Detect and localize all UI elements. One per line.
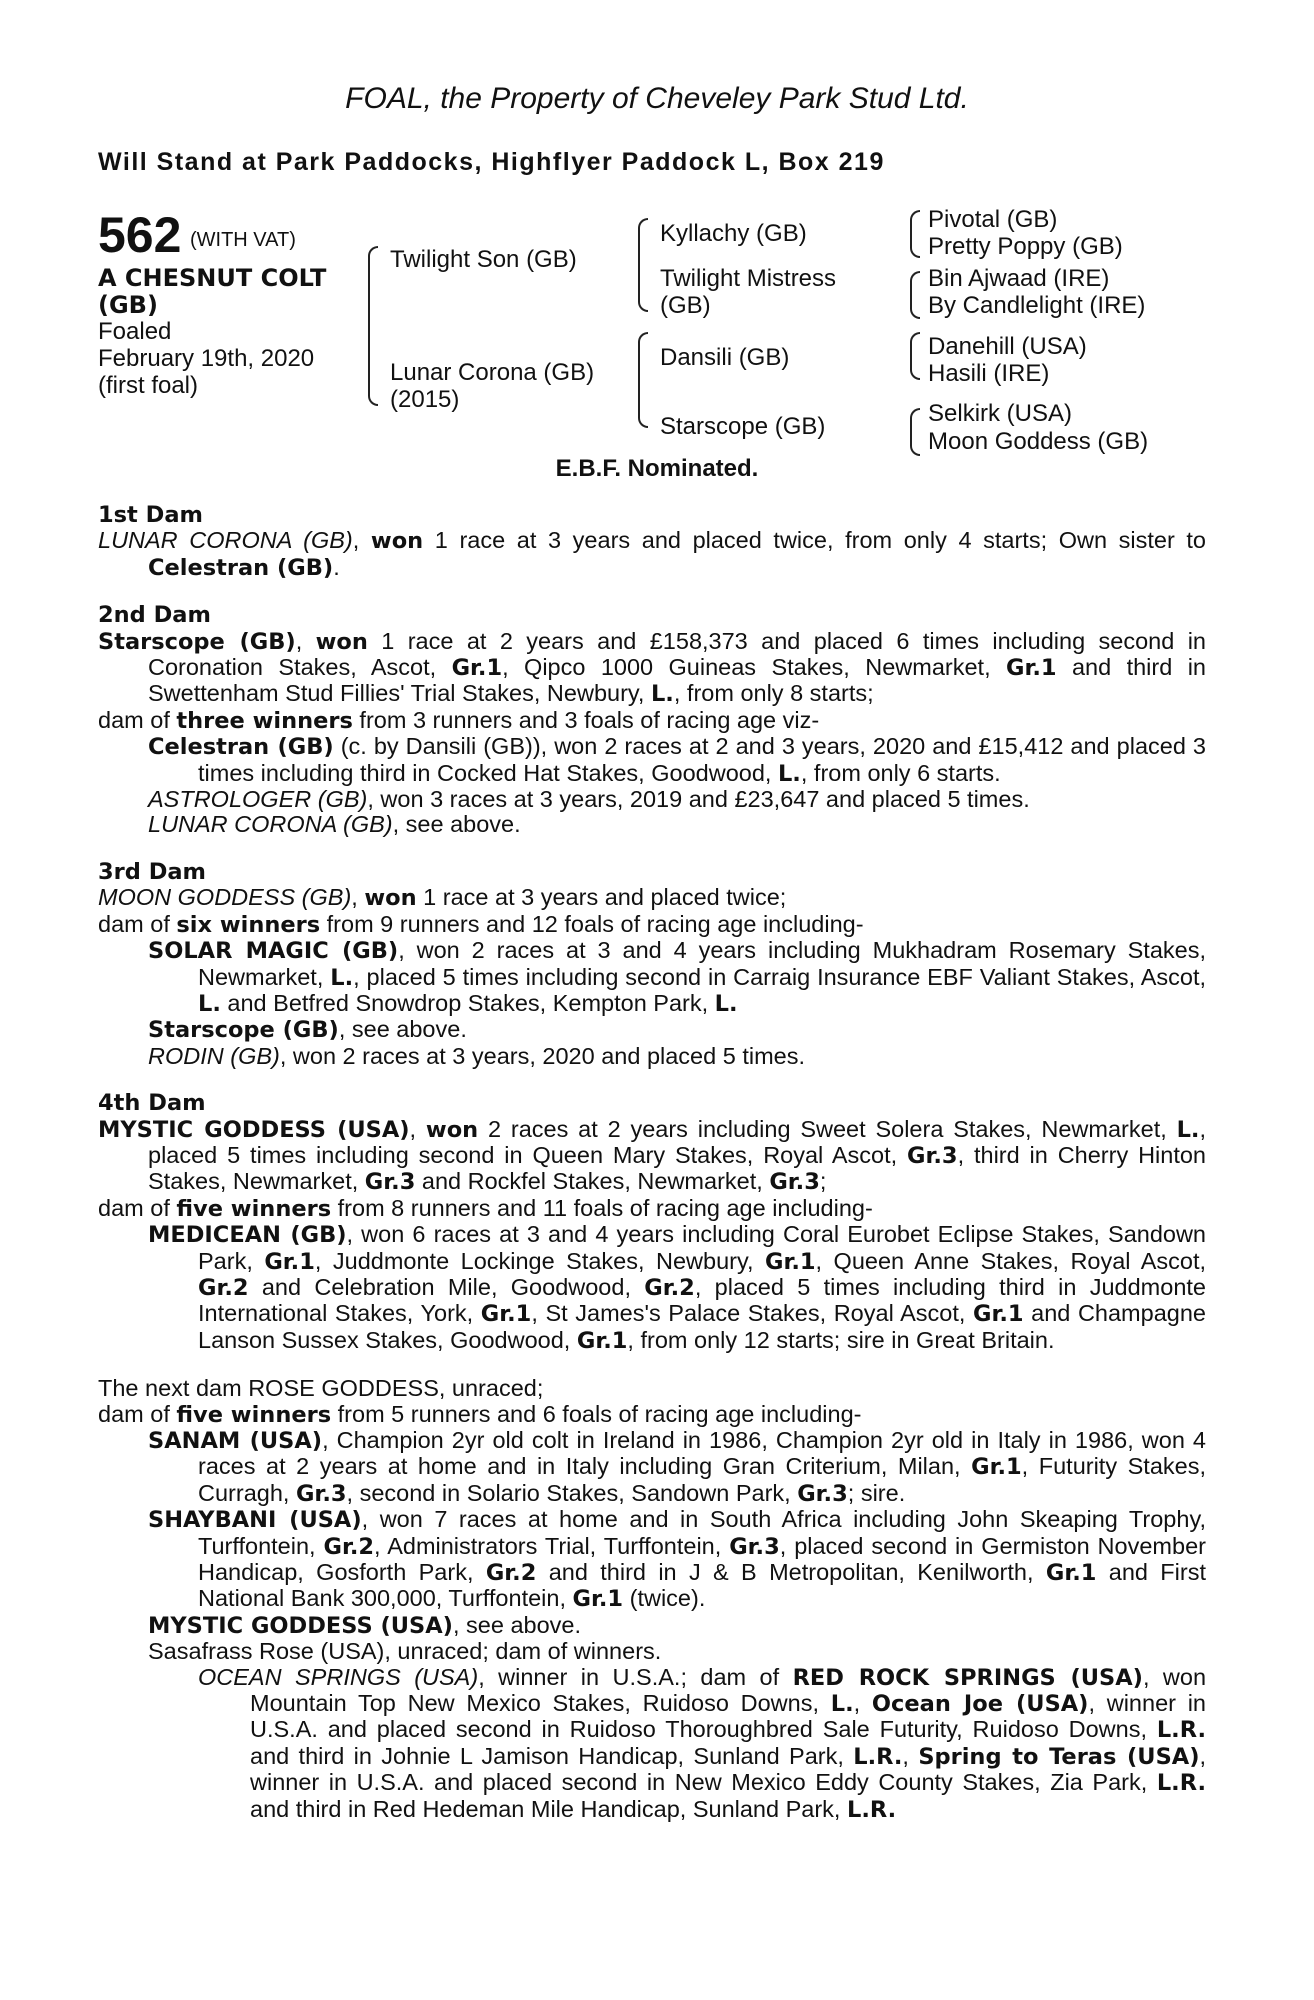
grade-label: Gr.1 xyxy=(576,1327,628,1354)
grade-label: Gr.2 xyxy=(485,1560,537,1587)
record-text: (c. by Dansili (GB)), won 2 races at 2 and 3 years, 2020 and £15,412 and placed 3 times including third in Cocked Hat Stakes, Goodwood, xyxy=(198,733,1206,786)
grade-label: Gr.2 xyxy=(198,1274,249,1301)
grade-label: Gr.1 xyxy=(1045,1560,1097,1587)
won-label: won xyxy=(370,528,424,555)
dam-of-line xyxy=(98,1196,1206,1222)
pedigree-sss: Pivotal (GB) xyxy=(928,206,1058,233)
grade-label: Gr.1 xyxy=(572,1586,624,1613)
section-heading: 1st Dam xyxy=(98,502,203,528)
grade-label: L.R. xyxy=(846,1796,897,1823)
pedigree-dss: Danehill (USA) xyxy=(928,333,1087,360)
sister-name: Celestran (GB) xyxy=(148,554,334,581)
progeny-name: MEDICEAN (GB) xyxy=(148,1222,347,1249)
progeny-entry: Sasafrass Rose (USA), unraced; dam of winners. xyxy=(148,1638,662,1665)
winners-count: five winners xyxy=(176,1195,332,1222)
grade-label: L. xyxy=(1176,1116,1200,1143)
pedigree-ssd: Pretty Poppy (GB) xyxy=(928,233,1123,260)
dam-of-line xyxy=(98,912,1206,938)
pedigree-dam: Lunar Corona (GB) xyxy=(390,359,595,386)
grade-label: L. xyxy=(330,964,354,991)
grade-label: L.R. xyxy=(1156,1770,1206,1797)
progeny-entry xyxy=(98,1613,1206,1639)
next-dam-section xyxy=(98,1376,1206,1823)
grade-label: Gr.1 xyxy=(480,1301,532,1328)
record-text: , placed second in Germiston November Handicap, Gosforth Park, xyxy=(198,1532,1206,1586)
page-title: FOAL, the Property of Cheveley Park Stud Ltd. xyxy=(345,82,969,115)
grade-label: Gr.3 xyxy=(729,1533,780,1560)
pedigree-sdd: By Candlelight (IRE) xyxy=(928,292,1146,319)
grade-label: Gr.1 xyxy=(264,1248,315,1275)
section-heading: 3rd Dam xyxy=(98,858,206,885)
next-dam-line: The next dam ROSE GODDESS, unraced; xyxy=(98,1375,544,1402)
progeny-entry xyxy=(98,787,1206,812)
record-text: , Futurity Stakes, Curragh, xyxy=(198,1453,1206,1506)
progeny-entry xyxy=(98,1017,1206,1043)
grade-label: L. xyxy=(714,990,738,1017)
progeny-name: SANAM (USA) xyxy=(148,1428,323,1454)
lot-description: A CHESNUT COLT xyxy=(98,264,327,292)
section-heading: 4th Dam xyxy=(98,1090,206,1117)
grade-label: Gr.1 xyxy=(972,1301,1024,1328)
grade-label: Gr.1 xyxy=(1006,655,1057,682)
record-text: , see above. xyxy=(452,1611,582,1638)
record-text: 1 race at 3 years and placed twice; xyxy=(416,884,787,911)
dam-entry: Starscope (GB), won 1 race at 2 years and £158,373 and placed 6 times including second in Coronation Stakes, Ascot, Gr.1, Qipco 1000 Guineas Stakes, Newmarket, Gr.1 and third in Swettenham Stud Fillies' Trial Stakes, Newbury, L., from only 8 starts; xyxy=(98,627,1206,708)
pedigree-body xyxy=(98,503,1206,1845)
record-text: and third in Swettenham Stud Fillies' Trial Stakes, Newbury, xyxy=(148,654,1206,707)
record-text: , won Mountain Top New Mexico Stakes, Ruidoso Downs, xyxy=(250,1663,1207,1717)
dam-entry: LUNAR CORONA (GB), won 1 race at 3 years and placed twice, from only 4 starts; Own sister to Celestran (GB). xyxy=(98,527,1207,581)
record-text: , Queen Anne Stakes, Royal Ascot, xyxy=(815,1247,1207,1274)
progeny-name: RED ROCK SPRINGS (USA) xyxy=(792,1664,1143,1691)
end-period: . xyxy=(333,553,340,580)
grade-label: Gr.1 xyxy=(764,1248,816,1275)
pedigree-dsd: Hasili (IRE) xyxy=(928,360,1050,387)
record-text: and third in Johnie L Jamison Handicap, Sunland Park, xyxy=(250,1742,854,1769)
record-text: and Rockfel Stakes, Newmarket, xyxy=(415,1168,770,1195)
grade-label: Gr.3 xyxy=(797,1480,848,1507)
pedigree-brace-7 xyxy=(910,408,920,456)
pedigree-ddd: Moon Goddess (GB) xyxy=(928,428,1149,455)
pedigree-dam-dam: Starscope (GB) xyxy=(660,413,826,440)
dam-of-line xyxy=(98,1402,1206,1428)
record-text: , from only 6 starts. xyxy=(800,759,1001,786)
record-text: , second in Solario Stakes, Sandown Park, xyxy=(346,1479,798,1506)
grade-label: Gr.2 xyxy=(323,1533,375,1560)
first-dam-section xyxy=(98,503,1206,581)
record-text: , won 2 races at 3 years, 2020 and placed 5 times. xyxy=(279,1042,805,1069)
progeny-name: Ocean Joe (USA) xyxy=(871,1691,1089,1718)
pedigree-sire-dam: Twilight Mistress xyxy=(660,265,837,292)
grade-label: L.R. xyxy=(1156,1717,1206,1744)
record-text: , from only 12 starts; sire in Great Britain. xyxy=(627,1326,1055,1353)
progeny-entry xyxy=(98,812,1206,837)
record-text: and third in Red Hedeman Mile Handicap, Sunland Park, xyxy=(250,1795,847,1822)
record-text: , third in Cherry Hinton Stakes, Newmarket, xyxy=(148,1141,1206,1195)
won-label: won xyxy=(425,1116,479,1143)
record-text: , placed 5 times including second in Queen Mary Stakes, Royal Ascot, xyxy=(148,1115,1206,1168)
grade-label: L. xyxy=(650,681,674,708)
lot-number: 562 xyxy=(98,207,182,263)
progeny-entry xyxy=(98,1222,1206,1354)
pedigree-sire: Twilight Son (GB) xyxy=(390,246,577,273)
dam-of-text: from 3 runners and 3 foals of racing age viz- xyxy=(352,706,820,733)
grade-label: Gr.1 xyxy=(971,1454,1022,1481)
pedigree-brace-6 xyxy=(910,332,920,380)
record-text: , Qipco 1000 Guineas Stakes, Newmarket, xyxy=(502,654,1006,681)
grade-label: L.R. xyxy=(853,1743,903,1770)
stand-location: Will Stand at Park Paddocks, Highflyer Paddock L, Box 219 xyxy=(98,148,885,176)
record-text: , xyxy=(902,1742,919,1769)
dam-record: 1 race at 3 years and placed twice, from only 4 starts; Own sister to xyxy=(423,527,1207,554)
grade-label: L. xyxy=(830,1691,854,1718)
ebf-nominated: E.B.F. Nominated. xyxy=(555,455,759,482)
record-text: , see above. xyxy=(338,1016,467,1043)
record-text: , won 6 races at 3 and 4 years including Coral Eurobet Eclipse Stakes, Sandown Park, xyxy=(198,1221,1207,1274)
pedigree-brace-1 xyxy=(368,246,378,406)
dam-of-text: from 9 runners and 12 foals of racing age including- xyxy=(320,910,864,937)
pedigree-dam-sire: Dansili (GB) xyxy=(660,344,790,371)
progeny-name: SHAYBANI (USA) xyxy=(148,1507,362,1534)
record-text: , winner in U.S.A. and placed second in New Mexico Eddy County Stakes, Zia Park, xyxy=(250,1742,1207,1796)
grade-label: L. xyxy=(198,990,221,1017)
third-dam-section xyxy=(98,860,1206,1069)
record-text: , won 2 races at 3 and 4 years including Mukhadram Rosemary Stakes, Newmarket, xyxy=(198,937,1206,990)
grade-label: Gr.1 xyxy=(451,655,503,682)
progeny-entry xyxy=(98,1428,1206,1507)
dam-of-text: dam of xyxy=(98,1194,177,1221)
record-text: ; xyxy=(819,1168,827,1195)
pedigree-dds: Selkirk (USA) xyxy=(928,400,1073,427)
record-text: (twice). xyxy=(623,1585,706,1612)
pedigree-brace-4 xyxy=(910,210,920,258)
progeny-name: MYSTIC GODDESS (USA) xyxy=(148,1612,453,1639)
record-text: , won 3 races at 3 years, 2019 and £23,647 and placed 5 times. xyxy=(367,786,1030,813)
progeny-name: Celestran (GB) xyxy=(148,734,334,761)
foaled-date: February 19th, 2020 xyxy=(98,345,315,372)
progeny-name: Starscope (GB) xyxy=(148,1017,339,1044)
winners-count: six winners xyxy=(176,911,321,938)
second-dam-section xyxy=(98,603,1206,838)
progeny-name: OCEAN SPRINGS (USA) xyxy=(198,1663,479,1690)
record-text: , Administrators Trial, Turffontein, xyxy=(374,1532,730,1559)
record-text: ; sire. xyxy=(847,1479,906,1506)
dam-name: LUNAR CORONA (GB) xyxy=(98,527,353,554)
section-heading: 2nd Dam xyxy=(98,602,211,629)
lot-description-country: (GB) xyxy=(98,291,158,319)
progeny-name: ASTROLOGER (GB) xyxy=(148,786,368,813)
foaled-label: Foaled xyxy=(98,318,172,345)
record-text: and Champagne Lanson Sussex Stakes, Goodwood, xyxy=(198,1300,1206,1353)
won-label: won xyxy=(364,885,417,912)
pedigree-sds: Bin Ajwaad (IRE) xyxy=(928,265,1110,292)
dam-name: MOON GODDESS (GB) xyxy=(98,884,352,911)
record-text: and First National Bank 300,000, Turffontein, xyxy=(198,1559,1206,1612)
record-text: , won 7 races at home and in South Africa including John Skeaping Trophy, Turffontein, xyxy=(198,1506,1206,1559)
record-text: and Betfred Snowdrop Stakes, Kempton Park, xyxy=(220,989,715,1016)
fourth-dam-section xyxy=(98,1091,1206,1354)
grade-label: Gr.2 xyxy=(644,1274,695,1301)
dam-entry: MYSTIC GODDESS (USA), won 2 races at 2 years including Sweet Solera Stakes, Newmarket, L., placed 5 times including second in Queen Mary Stakes, Royal Ascot, Gr.3, third in Cherry Hinton Stakes, Newmarket, Gr.3 and Rockfel Stakes, Newmarket, Gr.3; xyxy=(98,1115,1206,1196)
first-foal-note: (first foal) xyxy=(98,372,199,399)
progeny-name: Spring to Teras (USA) xyxy=(918,1743,1200,1770)
dam-of-text: dam of xyxy=(98,1400,177,1427)
progeny-entry xyxy=(98,734,1206,787)
pedigree-brace-5 xyxy=(910,271,920,319)
record-text: and third in J & B Metropolitan, Kenilworth, xyxy=(536,1559,1046,1586)
pedigree-sire-sire: Kyllachy (GB) xyxy=(660,220,807,247)
progeny-entry xyxy=(98,938,1206,1017)
dam-name: MYSTIC GODDESS (USA) xyxy=(98,1116,410,1143)
dam-of-text: from 5 runners and 6 foals of racing age including- xyxy=(331,1400,862,1427)
record-text: , from only 8 starts; xyxy=(673,680,874,707)
grade-label: Gr.3 xyxy=(295,1480,347,1507)
record-text: , Juddmonte Lockinge Stakes, Newbury, xyxy=(314,1247,765,1274)
vat-label: (WITH VAT) xyxy=(190,229,296,251)
grade-label: L. xyxy=(777,760,801,787)
dam-of-line xyxy=(98,708,1206,734)
pedigree-brace-3 xyxy=(638,332,648,428)
progeny-name: LUNAR CORONA (GB) xyxy=(148,811,393,838)
dam-of-text: dam of xyxy=(98,910,177,937)
record-text: , St James's Palace Stakes, Royal Ascot, xyxy=(531,1300,973,1327)
dam-of-text: from 8 runners and 11 foals of racing age including- xyxy=(331,1194,873,1221)
record-text: and Celebration Mile, Goodwood, xyxy=(248,1273,645,1300)
won-label: won xyxy=(315,628,368,655)
record-text: , xyxy=(853,1690,872,1717)
winners-count: five winners xyxy=(176,1401,332,1428)
record-text: , placed 5 times including third in Juddmonte International Stakes, York, xyxy=(198,1273,1206,1327)
grade-label: Gr.3 xyxy=(907,1142,958,1169)
record-text: , winner in U.S.A.; dam of xyxy=(478,1663,793,1690)
progeny-entry xyxy=(98,1665,1206,1823)
progeny-name: RODIN (GB) xyxy=(148,1042,280,1069)
pedigree-dam-year: (2015) xyxy=(390,386,460,413)
record-text: 1 race at 2 years and £158,373 and placed 6 times including second in Coronation Stakes, Ascot, xyxy=(148,627,1206,681)
record-text: , Champion 2yr old colt in Ireland in 1986, Champion 2yr old in Italy in 1986, won 4 races at 2 years at home and in Italy including Gran Criterium, Milan, xyxy=(198,1427,1206,1480)
dam-entry: MOON GODDESS (GB), won 1 race at 3 years and placed twice; xyxy=(98,884,787,912)
dam-of-text: dam of xyxy=(98,706,177,733)
progeny-name: SOLAR MAGIC (GB) xyxy=(148,938,399,965)
pedigree-brace-2 xyxy=(638,218,648,312)
record-text: , see above. xyxy=(392,811,521,838)
record-text: , placed 5 times including second in Carraig Insurance EBF Valiant Stakes, Ascot, xyxy=(353,963,1206,990)
pedigree-sire-dam-country: (GB) xyxy=(660,292,711,319)
progeny-entry xyxy=(98,1507,1206,1613)
record-text: 2 races at 2 years including Sweet Solera Stakes, Newmarket, xyxy=(478,1115,1177,1142)
progeny-entry xyxy=(98,1044,1206,1069)
winners-count: three winners xyxy=(176,707,353,734)
grade-label: Gr.3 xyxy=(769,1169,820,1196)
dam-name: Starscope (GB) xyxy=(98,628,296,655)
record-text: , winner in U.S.A. and placed second in Ruidoso Thoroughbred Sale Futurity, Ruidoso Downs, xyxy=(250,1690,1206,1743)
grade-label: Gr.3 xyxy=(364,1169,416,1196)
